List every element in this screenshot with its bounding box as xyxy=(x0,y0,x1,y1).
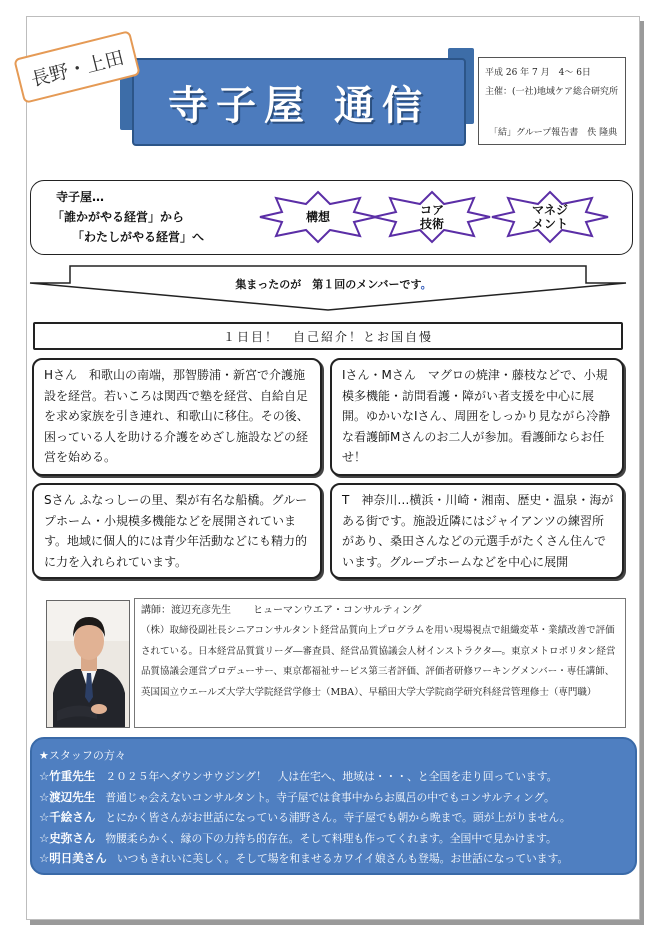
info-organizer: 主催：(一社)地域ケア総合研究所 xyxy=(485,87,619,97)
concept-line-2: 「誰かがやる経営」から xyxy=(52,210,185,224)
lecturer-name: 講師：渡辺充彦先生 xyxy=(141,605,231,616)
staff-name: ☆明日美さん xyxy=(39,851,107,866)
star-label-2: コア 技術 xyxy=(419,203,444,231)
info-author: 「結」グループ報告書 佚 隆典 xyxy=(489,128,618,138)
star-label-1: 構想 xyxy=(305,210,330,224)
concept-line-1: 寺子屋… xyxy=(56,190,105,204)
staff-desc: とにかく皆さんがお世話になっている浦野さん。寺子屋でも朝から晩まで。頭が上がりません。 xyxy=(105,811,571,825)
lecturer-heading xyxy=(141,601,619,621)
member-box-s xyxy=(32,483,322,579)
banner-label: 集まったのが 第１回のメンバーです xyxy=(235,278,421,291)
staff-name: ☆渡辺先生 xyxy=(39,789,96,804)
concept-line-3: 「わたしがやる経営」へ xyxy=(72,230,205,244)
member-box-im xyxy=(330,358,624,476)
staff-row xyxy=(39,766,635,787)
staff-desc: 物腰柔らかく、縁の下の力持ち的存在。そして料理も作ってくれます。全国中で見かけます。 xyxy=(105,831,557,845)
banner-text xyxy=(0,276,667,292)
staff-name: ☆史弥さん xyxy=(39,830,96,845)
staff-desc: いつもきれいに美しく。そして場を和ませるカワイイ娘さんも登場。お世話になっています。 xyxy=(116,852,569,866)
member-box-t xyxy=(330,483,624,579)
member-text: Iさん・Mさん マグロの焼津・藤枝などで、小規模多機能・訪問看護・障がい者支援を中心に展開。ゆかいなIさん、周囲をしっかり見ながら冷静な看護師Mさんのお二人が参加。看護師ならお任せ！ xyxy=(342,368,611,465)
staff-row xyxy=(39,807,635,828)
staff-row xyxy=(39,848,635,869)
staff-desc: ２０２５年へダウンサウジング！ 人は在宅へ、地域は・・・、と全国を走り回っています。 xyxy=(105,770,558,783)
header-info-box xyxy=(478,57,626,145)
location-tag: 長野・上田 xyxy=(13,30,141,104)
lecturer-photo xyxy=(46,600,130,728)
info-date: 平成 26 年 7 月 4〜 6日 xyxy=(485,68,591,78)
intro-heading: １日目！ 自己紹介！とお国自慢 xyxy=(33,322,623,350)
member-box-h xyxy=(32,358,322,476)
staff-row xyxy=(39,787,635,808)
member-text: T 神奈川…横浜・川崎・湘南、歴史・温泉・海がある街です。施設近隣にはジャイアンツの練習所があり、桑田さんなどの元選手がたくさん住んでいます。グループホームなどを中心に展開 xyxy=(342,493,614,569)
staff-desc: 普通じゃ会えないコンサルタント。寺子屋では食事中からお風呂の中でもコンサルティング。 xyxy=(105,790,555,804)
newsletter-title: 寺子屋 通信 xyxy=(168,82,430,129)
staff-box xyxy=(30,737,637,875)
member-text: Hさん 和歌山の南端，那智勝浦・新宮で介護施設を経営。若いころは関西で塾を経営、自給自足を求め家族を引き連れ、和歌山に移住。その後、困っている人を助ける介護をめざし施設などの経営を始める。 xyxy=(44,368,309,465)
staff-name: ☆千絵さん xyxy=(39,810,96,825)
banner-dot: 。 xyxy=(420,278,432,291)
lecturer-box xyxy=(134,598,626,728)
staff-row xyxy=(39,828,635,849)
lecturer-bio: （株）取締役副社長シニアコンサルタント経営品質向上プログラムを用い現場視点で組織変革・業績改善で評価されている。日本経営品質賞リーダ―審査員、経営品質協議会人材インストラクタ―。東京メトロポリタン経営品質協議会運営プロデューサー、東京都福祉サービス第三者評価、評価者研修ワーキングメンバー・専任講師、英国国立ウエールズ大学大学院経営学修士（MBA）、早稲田大学大学院商学研究科経営管理修士（専門職） xyxy=(141,625,616,698)
staff-title: ★スタッフの方々 xyxy=(39,749,126,762)
member-text: Sさん ふなっしーの里、梨が有名な船橋。グループホーム・小規模多機能などを展開されています。地域に個人的には青少年活動などにも精力的に力を入れられています。 xyxy=(44,493,308,569)
star-label-3: マネジ メント xyxy=(531,203,568,231)
lecturer-company: ヒューマンウエア・コンサルティング xyxy=(253,605,422,616)
staff-name: ☆竹重先生 xyxy=(39,769,96,783)
